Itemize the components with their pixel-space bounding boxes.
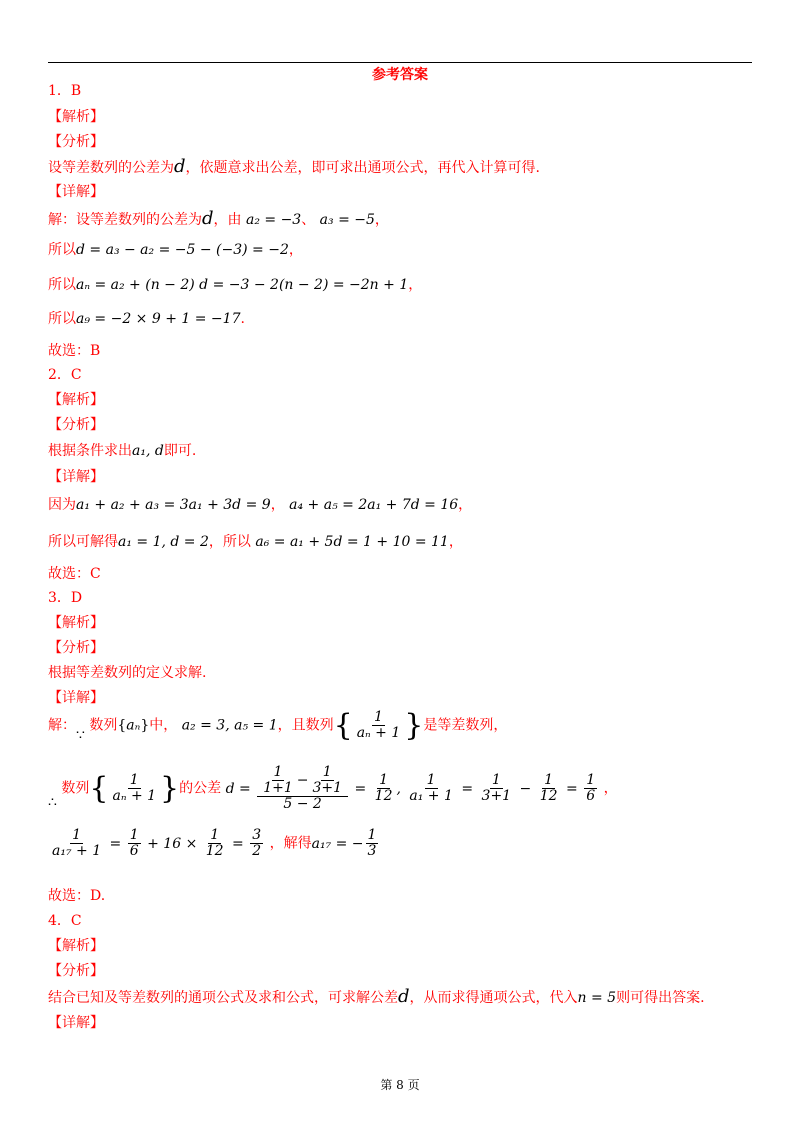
q1-analysis: 设等差数列的公差为d，依题意求出公差，即可求出通项公式，再代入计算可得. xyxy=(48,156,540,177)
q1-solution-line-4: 所以a₉ = −2 × 9 + 1 = −17. xyxy=(48,311,245,327)
q2-fenxi-label: 【分析】 xyxy=(48,417,104,433)
q2-choice: 故选：C xyxy=(48,566,101,582)
q2-number: 2．C xyxy=(48,367,82,383)
q2-xiangjie-label: 【详解】 xyxy=(48,469,104,485)
q2-analysis: 根据条件求出a₁, d即可. xyxy=(48,443,197,459)
because-symbol: ∵ xyxy=(76,727,85,744)
q1-solution-line-3: 所以aₙ = a₂ + (n − 2) d = −3 − 2(n − 2) = −2n + 1， xyxy=(48,277,423,293)
q3-solution-line-3: $\frac{1}{\text{a₁₇ + 1}}$ = $\frac{1}{6}$ + 16 × $\frac{1}{12}$ = $\frac{3}{2}$ ，解得a₁₇ = − $\frac{1}{3}$ xyxy=(52,827,377,859)
q3-xiangjie-label: 【详解】 xyxy=(48,690,104,706)
q3-fenxi-label: 【分析】 xyxy=(48,640,104,656)
q2-solution-line-2: 所以可解得a₁ = 1, d = 2，所以 a₆ = a₁ + 5d = 1 + 10 = 11， xyxy=(48,534,463,550)
q4-jiexi-label: 【解析】 xyxy=(48,938,104,954)
q4-analysis: 结合已知及等差数列的通项公式及求和公式，可求解公差d，从而求得通项公式，代入n = 5则可得出答案. xyxy=(48,986,705,1007)
q1-choice: 故选：B xyxy=(48,343,101,359)
q3-analysis: 根据等差数列的定义求解. xyxy=(48,665,207,681)
q4-number: 4．C xyxy=(48,913,82,929)
q2-solution-line-1: 因为a₁ + a₂ + a₃ = 3a₁ + 3d = 9， a₄ + a₅ = 2a₁ + 7d = 16， xyxy=(48,497,473,513)
q3-choice: 故选：D. xyxy=(48,888,106,904)
q1-xiangjie-label: 【详解】 xyxy=(48,184,104,200)
q4-xiangjie-label: 【详解】 xyxy=(48,1015,104,1031)
q1-solution-line-2: 所以d = a₃ − a₂ = −5 − (−3) = −2， xyxy=(48,242,303,258)
q1-jiexi-label: 【解析】 xyxy=(48,109,104,125)
q3-solution-line-1: 解：∵ 数列{aₙ}中， a₂ = 3, a₅ = 1，且数列{ $\frac{1}{\text{aₙ + 1}}$ }是等差数列， xyxy=(48,707,508,744)
page-number: 第 8 页 xyxy=(380,1078,420,1092)
page-title: 参考答案 xyxy=(372,67,428,83)
q4-fenxi-label: 【分析】 xyxy=(48,963,104,979)
header-rule xyxy=(48,62,752,63)
therefore-symbol: ∴ xyxy=(48,794,57,811)
q1-solution-line-1: 解：设等差数列的公差为d，由 a₂ = −3、 a₃ = −5， xyxy=(48,208,389,229)
q3-solution-line-2: ∴ 数列{ $\frac{1}{\text{aₙ + 1}}$ }的公差 d = $\frac{1}{1+1}$ − $\frac{1}{3+1}$ 5 − 2 = $\frac{1}{12}$ , $\frac{1}{\text{a₁ + 1}}$ = $\frac{1}{3+1}$ − $\frac{1}{12}$ = $\frac{1}{6}$ ， xyxy=(48,764,618,812)
q3-number: 3．D xyxy=(48,590,83,606)
q1-number: 1．B xyxy=(48,83,82,99)
q3-jiexi-label: 【解析】 xyxy=(48,615,104,631)
q1-fenxi-label: 【分析】 xyxy=(48,134,104,150)
q2-jiexi-label: 【解析】 xyxy=(48,392,104,408)
